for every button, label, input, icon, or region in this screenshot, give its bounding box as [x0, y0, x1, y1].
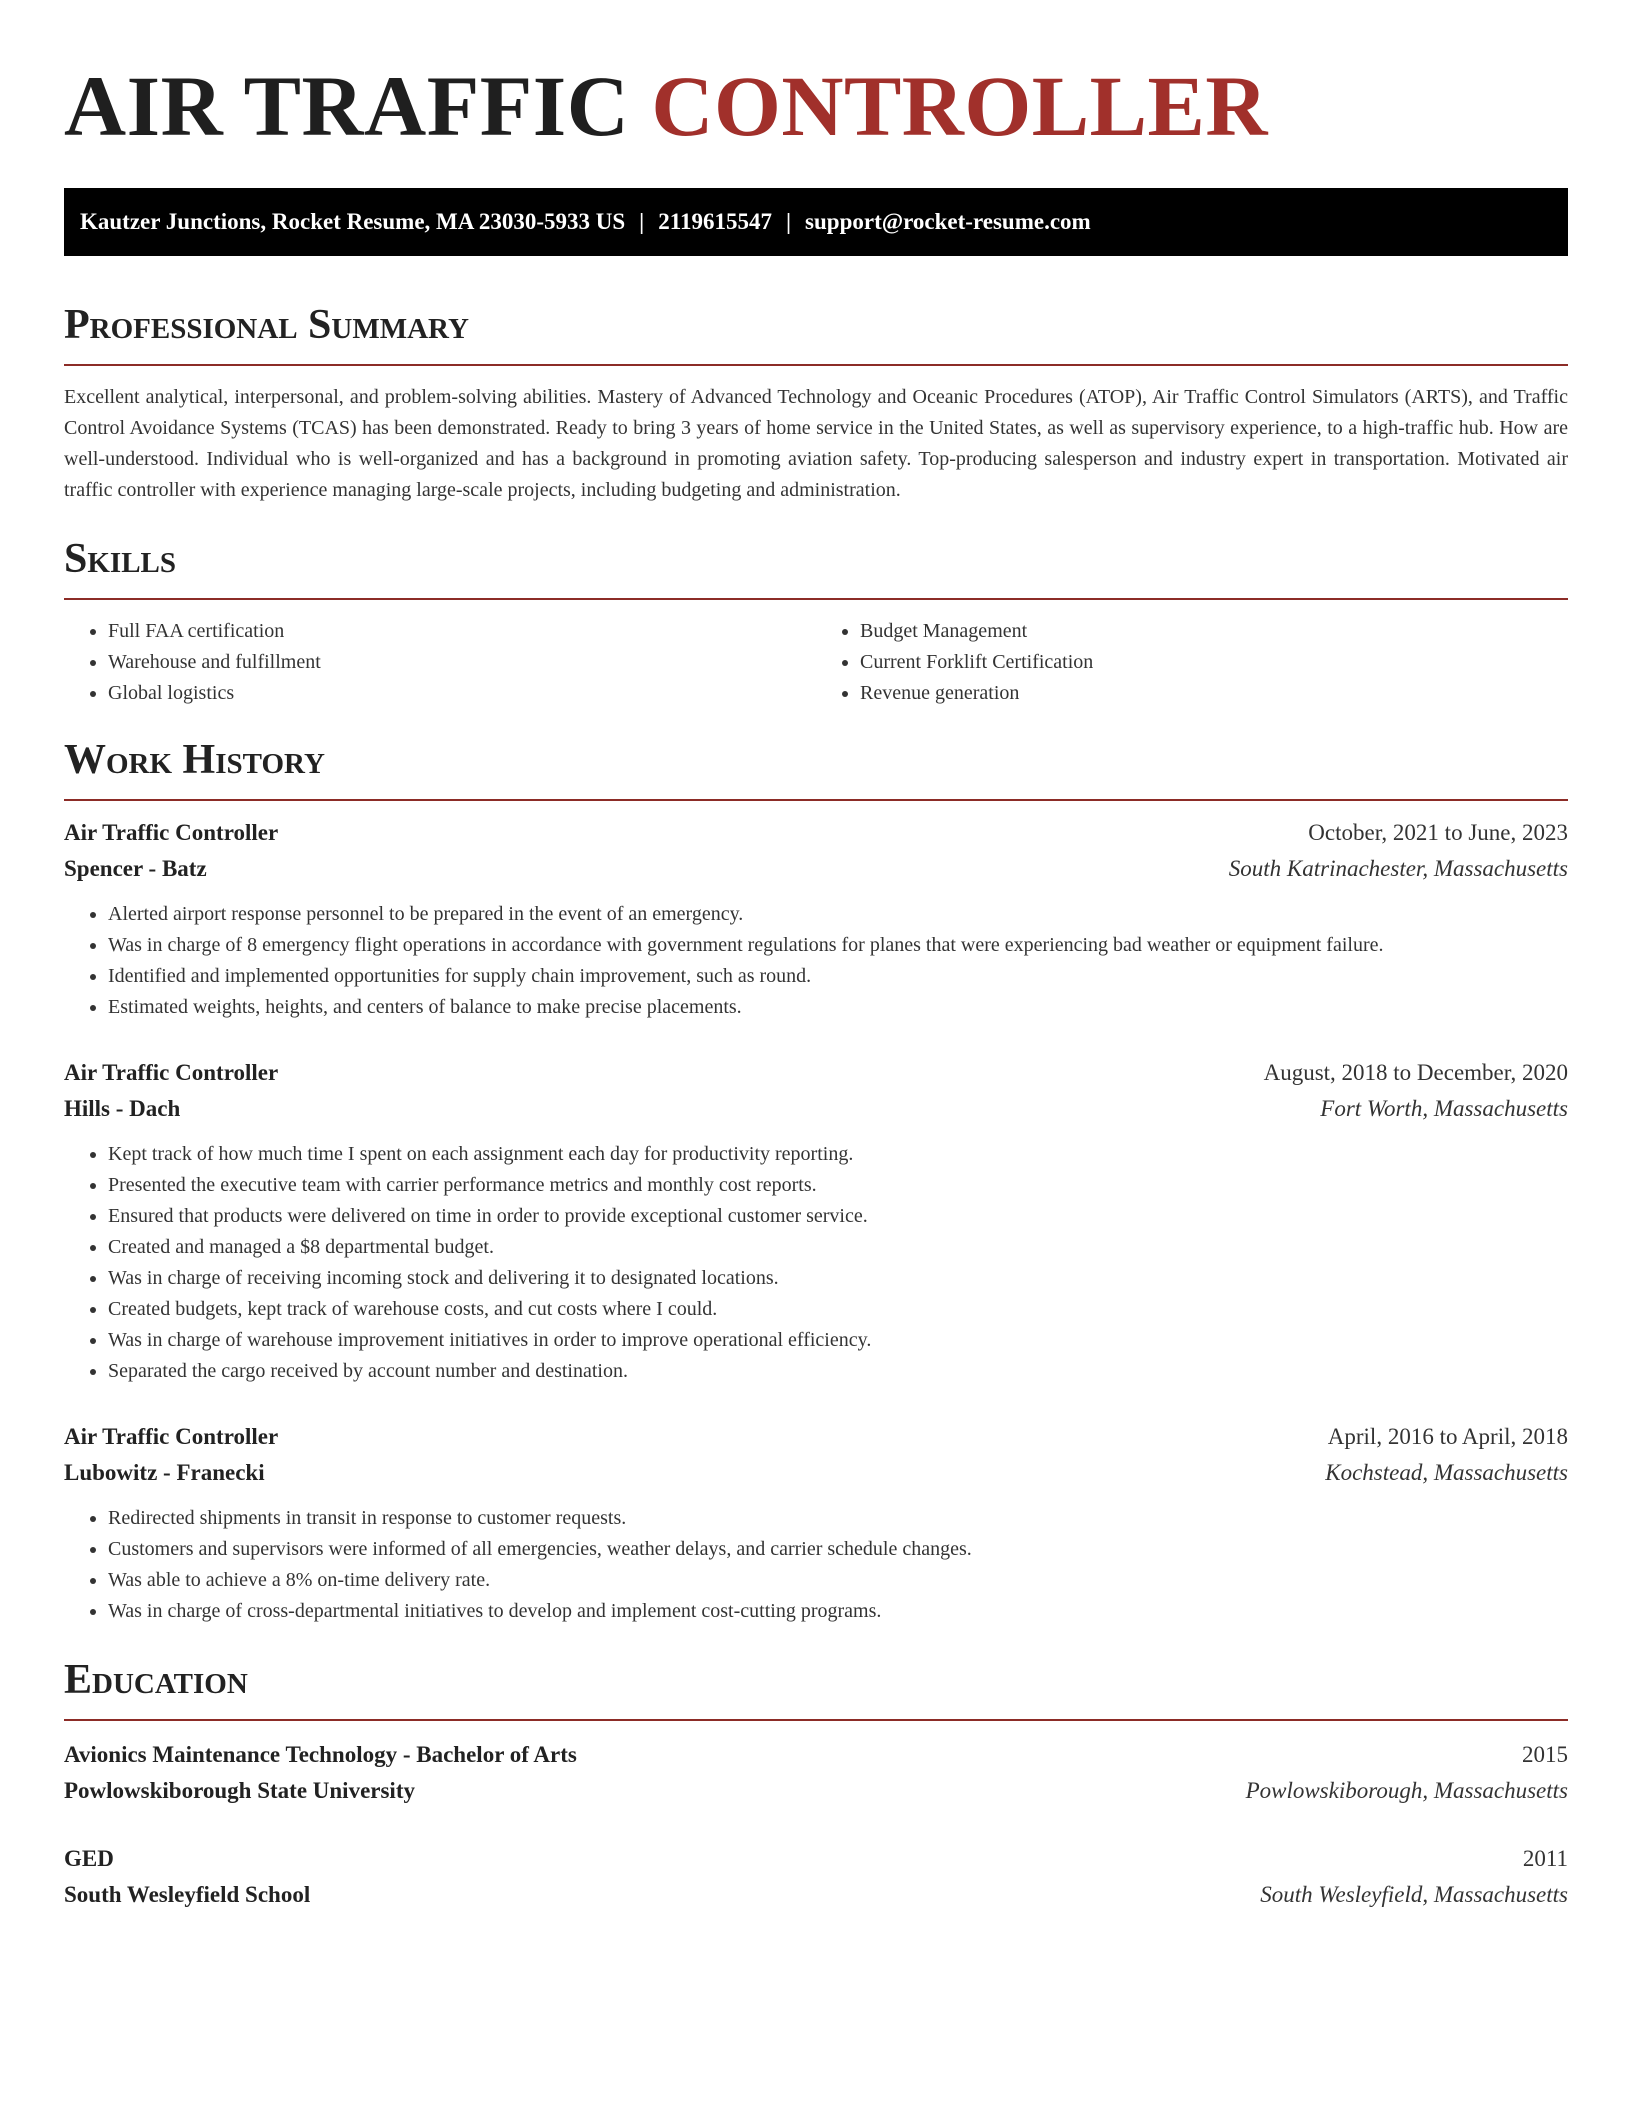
job-bullet: • Kept track of how much time I spent on each assignment each day for productivity reporting. [108, 1139, 1568, 1170]
job-bullet: • Separated the cargo received by account number and destination. [108, 1356, 1568, 1387]
job-company: Lubowitz - Franecki [64, 1460, 265, 1485]
job-bullets [64, 899, 1568, 1023]
job-location: Fort Worth, Massachusetts [1320, 1096, 1568, 1121]
job-bullet: • Was in charge of warehouse improvement initiatives in order to improve operational efficiency. [108, 1325, 1568, 1356]
summary-section [64, 300, 1568, 506]
job-title: Air Traffic Controller [64, 1060, 279, 1085]
education-degree: GED [64, 1846, 114, 1871]
skills-section [64, 534, 1568, 709]
job-bullet: • Estimated weights, heights, and centers of balance to make precise placements. [108, 992, 1568, 1023]
job-title: Air Traffic Controller [64, 1424, 279, 1449]
contact-separator: | [639, 209, 645, 234]
job-company-row [64, 1455, 1568, 1491]
section-divider [64, 799, 1568, 801]
skill-item: • Full FAA certification [108, 616, 816, 647]
job-company: Hills - Dach [64, 1096, 181, 1121]
work-history-heading: Work History [64, 737, 325, 783]
skill-item: • Global logistics [108, 678, 816, 709]
education-heading: Education [64, 1657, 248, 1703]
job-header-row [64, 1419, 1568, 1455]
job-location: South Katrinachester, Massachusetts [1228, 856, 1568, 881]
job-bullets [64, 1139, 1568, 1387]
summary-text: Excellent analytical, interpersonal, and problem-solving abilities. Mastery of Advanced Technology and Oceanic Procedures (ATOP), Air Traffic Control Simulators (ARTS), and Traffic Control Avoidance Systems (TCAS) has been demonstrated. Ready to bring 3 years of home service in the United States, as well as supervisory experience, to a high-traffic hub. How are well-understood. Individual who is well-organized and has a background in promoting aviation safety. Top-producing salesperson and industry expert in transportation. Motivated air traffic controller with experience managing large-scale projects, including budgeting and administration. [64, 386, 1568, 501]
job-entry [64, 815, 1568, 1023]
skill-item: • Budget Management [860, 616, 1568, 647]
job-dates: April, 2016 to April, 2018 [1327, 1424, 1568, 1449]
education-header-row [64, 1737, 1568, 1773]
section-divider [64, 1719, 1568, 1721]
job-bullet: • Presented the executive team with carrier performance metrics and monthly cost reports. [108, 1170, 1568, 1201]
job-company-row [64, 851, 1568, 887]
job-bullet: • Customers and supervisors were informed of all emergencies, weather delays, and carrier schedule changes. [108, 1534, 1568, 1565]
skill-item: • Current Forklift Certification [860, 647, 1568, 678]
job-bullet: • Alerted airport response personnel to be prepared in the event of an emergency. [108, 899, 1568, 930]
education-school: South Wesleyfield School [64, 1882, 311, 1907]
job-bullet: • Was in charge of receiving incoming stock and delivering it to designated locations. [108, 1263, 1568, 1294]
job-bullet: • Was able to achieve a 8% on-time delivery rate. [108, 1565, 1568, 1596]
contact-address: Kautzer Junctions, Rocket Resume, MA 23030-5933 US [80, 209, 626, 234]
job-bullet: • Created budgets, kept track of warehouse costs, and cut costs where I could. [108, 1294, 1568, 1325]
job-bullet: • Identified and implemented opportunities for supply chain improvement, such as round. [108, 961, 1568, 992]
job-title: Air Traffic Controller [64, 820, 279, 845]
education-section [64, 1655, 1568, 1913]
skills-column-right [816, 616, 1568, 709]
skills-column-left [64, 616, 816, 709]
job-bullet: • Was in charge of cross-departmental initiatives to develop and implement cost-cutting programs. [108, 1596, 1568, 1627]
contact-separator: | [785, 209, 792, 234]
skill-item: • Revenue generation [860, 678, 1568, 709]
education-degree: Avionics Maintenance Technology - Bachelor of Arts [64, 1742, 577, 1767]
contact-bar [64, 188, 1568, 256]
education-school-row [64, 1773, 1568, 1809]
job-dates: August, 2018 to December, 2020 [1263, 1060, 1568, 1085]
job-bullets [64, 1503, 1568, 1627]
job-dates: October, 2021 to June, 2023 [1308, 820, 1568, 845]
section-divider [64, 364, 1568, 366]
education-header-row [64, 1841, 1568, 1877]
job-bullet: • Created and managed a $8 departmental budget. [108, 1232, 1568, 1263]
job-company-row [64, 1091, 1568, 1127]
job-location: Kochstead, Massachusetts [1325, 1460, 1568, 1485]
job-header-row [64, 1055, 1568, 1091]
job-bullet: • Redirected shipments in transit in response to customer requests. [108, 1503, 1568, 1534]
job-entry [64, 1419, 1568, 1627]
title-accent: CONTROLLER [651, 58, 1269, 154]
education-location: South Wesleyfield, Massachusetts [1260, 1882, 1568, 1907]
education-entry [64, 1841, 1568, 1913]
resume-title [64, 56, 1568, 156]
work-history-section [64, 735, 1568, 1627]
job-company: Spencer - Batz [64, 856, 207, 881]
skills-heading: Skills [64, 536, 177, 582]
contact-email: support@rocket-resume.com [805, 209, 1091, 234]
education-school: Powlowskiborough State University [64, 1778, 415, 1803]
job-entry [64, 1055, 1568, 1387]
education-entry [64, 1737, 1568, 1809]
job-bullet: • Was in charge of 8 emergency flight operations in accordance with government regulations for planes that were experiencing bad weather or equipment failure. [108, 930, 1568, 961]
education-school-row [64, 1877, 1568, 1913]
education-year: 2011 [1522, 1846, 1568, 1871]
summary-heading: Professional Summary [64, 302, 469, 348]
contact-phone: 2119615547 [658, 209, 772, 234]
title-main: AIR TRAFFIC [64, 58, 630, 154]
section-divider [64, 598, 1568, 600]
job-bullet: • Ensured that products were delivered on time in order to provide exceptional customer service. [108, 1201, 1568, 1232]
job-header-row [64, 815, 1568, 851]
skill-item: • Warehouse and fulfillment [108, 647, 816, 678]
education-year: 2015 [1522, 1742, 1568, 1767]
education-location: Powlowskiborough, Massachusetts [1245, 1778, 1568, 1803]
skills-grid [64, 616, 1568, 709]
